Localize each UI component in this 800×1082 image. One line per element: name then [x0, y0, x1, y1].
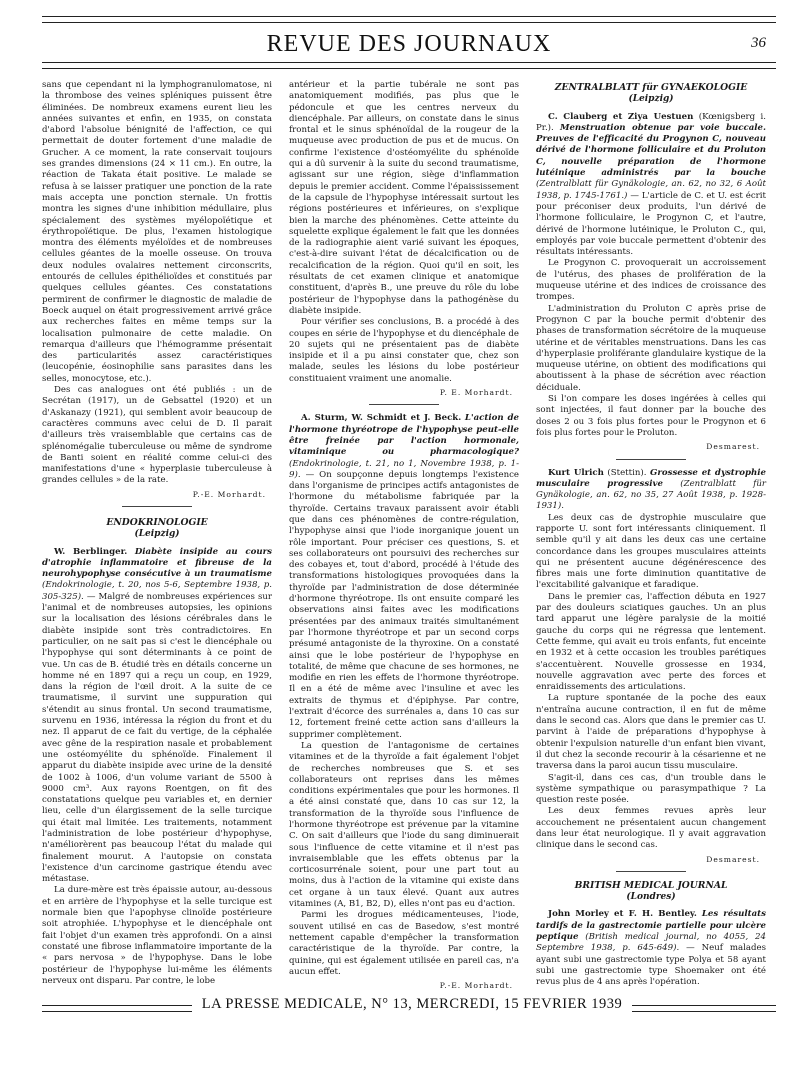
paragraph: Parmi les drogues médicamenteuses, l'iode, souvent utilisé en cas de Basedow, s'est montré nettement capable d'empêcher la transformation caractéristique de la thyroïde. Par contre, la quinine, qui est également utilisée en pareil cas, n'a aucun effet. — [289, 910, 519, 977]
article-authors: A. Sturm, W. Schmidt et J. Beck. — [301, 413, 462, 424]
article-heading — [42, 547, 272, 886]
signature: P.-E. Morhardt. — [192, 489, 266, 499]
divider — [616, 871, 686, 872]
section-city: (Leipzig) — [134, 529, 180, 540]
paragraph: — On soupçonne depuis longtemps l'existence dans l'organisme de principes actifs antagonistes de l'hormone du métabolisme fabriquée par la thyroïde. Certains travaux paraissent avoir établi que dans ces phénomènes de contre-régulation, l'hypophyse ainsi que l'iode inorganique jouent un rôle important. Pour préciser ces questions, S. et ses collaborateurs ont poursuivi des recherches sur des cobayes et, tout d'abord, procédé à l'étude des transformations histologiques provoquées dans la thyroïde par l'administration de dose déterminée d'hormone thyréotrope. Ils ont ensuite comparé les observations ainsi faites avec les modifications présentées par des animaux traités simultanément par l'hormone thyréotrope et par un second corps présumé antagoniste de la thyroxine. On a constaté ainsi que le lobe postérieur de l'hypophyse en totalité, de même que chacune de ses hormones, ne modifie en rien les effets de l'hormone thyréotrope. Il en a été de même avec l'insuline et avec les extraits de thymus et d'épiphyse. Par contre, l'extrait d'écorce des surrénales a, dans 10 cas sur 12, fortement freiné cette action sans d'ailleurs la supprimer complètement. — [289, 469, 519, 740]
paragraph: — Malgré de nombreuses expériences sur l'animal et de nombreuses autopsies, les opinions sur la localisation des lésions cérébrales dans le diabète insipide sont très contradictoires. En particulier, on ne sait pas si c'est le diencéphale ou l'hypophyse qui sont déterminants à ce point de vue. Un cas de B. étudié très en détails concerne un homme né en 1897 qui a reçu un coup, en 1929, dans la région de l'œil droit. A la suite de ce traumatisme, il survint une suppuration qui s'étendit au sinus frontal. Un second traumatisme, survenu en 1936, intéressa la région du front et du nez. Il apparut de ce fait du vertige, de la céphalée avec gêne de la respiration nasale et probablement une ostéomyélite du sphénoïde. Finalement il apparut du diabète insipide avec urine de la densité de 1002 à 1006, d'un volume variant de 5500 à 9000 cm³. Aux rayons Roentgen, on fit des constatations quelque peu variables et, en dernier lieu, celle d'un élargissement de la selle turcique qui était mal limitée. Les traitements, notamment l'administration de lobe postérieur d'hypophyse, n'améliorèrent pas beaucoup l'état du malade qui finalement mourut. A l'autopsie on constata l'existence d'un carcinome gastrique étendu avec métastase. — [42, 591, 273, 885]
divider — [122, 506, 192, 507]
article-heading — [289, 413, 519, 741]
article-reference: (British medical journal, no 4055, 24 Septembre 1938, p. 645-649). — [536, 932, 766, 954]
paragraph: sans que cependant ni la lymphogranulomatose, ni la thrombose des veines spléniques puissent être éliminées. De nombreux examens eurent lieu les années suivantes et enfin, en 1935, on constata d'abord l'absolue bénignité de l'affection, ce qui permettait de douter fortement d'une maladie de Grucher. A ce moment, la rate conservait toujours ses grandes dimensions (24 × 11 cm.). En outre, la réaction de Takata était positive. Le malade se refusa à se laisser pratiquer une ponction de la rate mais accepta une ponction sternale. Un frottis montra les signes d'une inhibition médullaire, plus spécialement des systèmes myélopoïétique et érythropoïétique. De plus, l'examen histologique montra des éléments myéloïdes et de nombreuses cellules géantes de la moelle osseuse. On trouva deux nodules ovalaires nettement circonscrits, entourés de cellules épithélioïdes et constitués par quelques cellules géantes. Ces constatations permirent de confirmer le diagnostic de maladie de Boeck auquel on était progressivement arrivé grâce aux recherches faites en même temps sur la localisation pulmonaire de cette maladie. On remarqua d'ailleurs que l'hémogramme présentait des particularités assez caractéristiques (leucopénie, éosinophilie sans parasites dans les selles, monocytose, etc.). — [42, 80, 272, 384]
section-heading: ENDOKRINOLOGIE — [106, 516, 208, 528]
paragraph: — Neuf malades ayant subi une gastrectomie type Polya et 58 ayant subi une gastrectomie type Shoemaker ont été revus plus de 4 ans après l'opération. — [536, 943, 766, 988]
article-heading — [536, 468, 766, 513]
divider — [369, 404, 439, 405]
signature: Desmarest. — [706, 854, 760, 864]
header-rule-bottom — [42, 62, 776, 69]
paragraph: La rupture spontanée de la poche des eaux n'entraîna aucune contraction, il en fut de même dans le second cas. Alors que dans le premier cas U. parvint à l'aide de préparations d'hypophyse à obtenir l'expulsion naturelle d'un enfant bien vivant, il dut chez la seconde recourir à la césarienne et ne traversa dans la paroi aucun tissu musculaire. — [536, 693, 766, 772]
article-heading — [536, 909, 766, 988]
paragraph: — L'article de C. et U. est écrit pour préconiser deux produits, l'un dérivé de l'hormone folliculaire, le Progynon C, et l'autre, dérivé de l'hormone lutéinique, le Proluton C., qui, employés par voie buccale permettent d'obtenir des résultats intéressants. — [536, 190, 766, 258]
article-authors: Kurt Ulrich — [548, 467, 604, 478]
article-reference: (Endokrinologie, t. 21, no 1, Novembre 1938, p. 1-9). — [289, 458, 519, 480]
paragraph: La dure-mère est très épaissie autour, au-dessous et en arrière de l'hypophyse et la selle turcique est normale bien que l'apophyse clinoïde postérieure soit atrophiée. L'hypophyse et le diencéphale ont fait l'objet d'un examen très approfondi. On a ainsi constaté une fibrose inflammatoire importante de la « pars nervosa » de l'hypophyse. Dans le lobe postérieur de l'hypophyse lui-même les éléments nerveux ont disparu. Par contre, le lobe — [42, 885, 272, 986]
paragraph: Si l'on compare les doses ingérées à celles qui sont injectées, il faut donner par la bouche des doses 2 ou 3 fois plus fortes pour le Progynon et 6 fois plus fortes pour le Proluton. — [536, 394, 766, 438]
paragraph: Dans le premier cas, l'affection débuta en 1927 par des douleurs sciatiques gauches. Un an plus tard apparut une légère paralysie de la moitié gauche du corps qui ne régressa que lentement. Cette femme, qui avait eu trois enfants, fut enceinte en 1932 et à cette occasion les troubles parétiques s'accentuèrent. Nouvelle grossesse en 1934, nouvelle aggravation avec perte des forces et enraidissements des articulations. — [536, 591, 766, 693]
article-reference: (Zentralblatt für Gynäkologie, an. 62, no 32, 6 Août 1938, p. 1745-1761.) — [536, 179, 766, 201]
article-location: (Stettin). — [607, 467, 647, 478]
article-authors: C. Clauberg et Ziya Uestuen — [548, 111, 694, 122]
article-title: Diabète insipide au cours d'atrophie inflammatoire et fibreuse de la neurohypophyse consécutive à un traumatisme — [42, 546, 273, 580]
article-title: L'action de l'hormone thyréotrope de l'hypophyse peut-elle être freinée par l'action hormonale, vitaminique ou pharmacologique? — [289, 413, 519, 458]
column-3 — [536, 80, 766, 989]
article-title: Menstruation obtenue par voie buccale. Preuves de l'efficacité du Progynon C, nouveau dérivé de l'hormone folliculaire et du Proluton C, nouvelle préparation de l'hormone lutéinique administrés par la bouche — [536, 122, 767, 179]
article-title: Les résultats tardifs de la gastrectomie partielle pour ulcère peptique — [536, 909, 766, 943]
column-2 — [289, 80, 519, 997]
section-city: (Londres) — [626, 892, 676, 903]
signature: Desmarest. — [706, 442, 760, 452]
article-location: (Kœnigsberg i. Pr.). — [536, 111, 766, 133]
article-title: Grossesse et dystrophie musculaire progressive — [536, 467, 766, 489]
article-heading — [536, 112, 766, 259]
paragraph: Les deux femmes revues après leur accouchement ne présentaient aucun changement dans leur état neurologique. Il y avait aggravation clinique dans le second cas. — [536, 806, 766, 851]
signature: P.-E. Morhardt. — [439, 981, 513, 991]
journal-page — [42, 0, 776, 1082]
page-title: REVUE DES JOURNAUX — [266, 31, 552, 57]
section-city: (Leipzig) — [628, 94, 674, 105]
section-heading: ZENTRALBLATT für GYNAEKOLOGIE — [554, 82, 748, 93]
page-number: 36 — [751, 35, 766, 51]
paragraph: Le Progynon C. provoquerait un accroissement de l'utérus, des phases de prolifération de la muqueuse utérine et des indices de croissance des trompes. — [536, 258, 766, 303]
article-authors: W. Berblinger. — [54, 546, 128, 557]
article-authors: John Morley et F. H. Bentley. — [548, 909, 697, 920]
paragraph: Les deux cas de dystrophie musculaire que rapporte U. sont fort intéressants cliniquement. Il semble qu'il y ait dans les deux cas une certaine concordance dans les groupes musculaires atteints qui ne présentent aucune dégénérescence des fibres mais une forte diminution quantitative de l'excitabilité galvanique et faradique. — [536, 512, 766, 591]
footer-text: LA PRESSE MEDICALE, N° 13, MERCREDI, 15 FEVRIER 1939 — [192, 996, 632, 1013]
column-1 — [42, 80, 272, 987]
article-reference: (Endokrinologie, t. 20, nos 5-6, Septembre 1938, p. 305-325). — [42, 580, 272, 602]
paragraph: antérieur et la partie tubérale ne sont pas anatomiquement modifiés, pas plus que le pédoncule et que les centres nerveux du diencéphale. Par ailleurs, on constate dans le sinus frontal et le sinus sphénoïdal de la rougeur de la muqueuse avec production de pus et de mucus. On confirme l'existence d'ostéomyélite du sphénoïde qui a dû survenir à la suite du second traumatisme, agissant sur une région, siège d'inflammation depuis le premier accident. Comme l'épaississement de la capsule de l'hypophyse intéressait surtout les régions postérieures et inférieures, on s'explique bien la marche des phénomènes. Cette atteinte du squelette explique également le fait que les données de la radiographie aient varié suivant les époques, c'est-à-dire suivant l'état de décalcification ou de recalcification de la région. Quoi qu'il en soit, les résultats de cet examen clinique et anatomique constituent, d'après B., une preuve du rôle du lobe postérieur de l'hypophyse dans la pathogénèse du diabète insipide. — [289, 80, 519, 316]
paragraph: La question de l'antagonisme de certaines vitamines et de la thyroïde a fait également l'objet de recherches nombreuses que S. et ses collaborateurs ont reprises dans les mêmes conditions expérimentales que pour les hormones. Il a été ainsi constaté que, dans 10 cas sur 12, la transformation de la thyroïde sous l'influence de l'hormone thyréotrope est prévenue par la vitamine C. On sait d'ailleurs que l'iode du sang diminuerait sous l'influence de cette vitamine et il n'est pas invraisemblable que les effets obtenus par la corticosurrénale soient, pour une part tout au moins, dus à l'action de la vitamine qui existe dans cet organe à un taux élevé. Quant aux autres vitamines (A, B1, B2, D), elles n'ont pas eu d'action. — [289, 740, 519, 910]
header-rule-top — [42, 16, 776, 23]
section-heading: BRITISH MEDICAL JOURNAL — [574, 879, 728, 891]
paragraph: Pour vérifier ses conclusions, B. a procédé à des coupes en série de l'hypophyse et du diencéphale de 20 sujets qui ne présentaient pas de diabète insipide et il a pu ainsi constater que, chez son malade, seules les lésions du lobe postérieur constituaient vraiment une anomalie. — [289, 317, 519, 384]
signature: P. E. Morhardt. — [439, 388, 513, 398]
paragraph: Des cas analogues ont été publiés : un de Secrétan (1917), un de Gebsattel (1920) et un d'Askanazy (1921), qui semblent avoir beaucoup de caractères communs avec celui de D. Il parait d'ailleurs très vraisemblable que certains cas de splénomégalie tuberculeuse ou même de syndrome de Banti soient en réalité comme celui-ci des manifestations d'une « hyperplasie tuberculeuse à grandes cellules » de la rate. — [42, 385, 272, 486]
divider — [616, 459, 686, 460]
paragraph: S'agit-il, dans ces cas, d'un trouble dans le système sympathique ou parasympathique ? La question reste posée. — [536, 772, 766, 806]
paragraph: L'administration du Proluton C après prise de Progynon C par la bouche permit d'obtenir des phases de transformation sécrétoire de la muqueuse utérine et de véritables menstruations. Dans les cas d'hyperplasie proliférante glandulaire kystique de la muqueuse utérine, on obtient des modifications qui aboutissent à la phase de sécrétion avec réaction déciduale. — [536, 303, 766, 393]
article-reference: (Zentralblatt für Gynäkologie, an. 62, no 35, 27 Août 1938, p. 1928-1931). — [536, 478, 767, 512]
